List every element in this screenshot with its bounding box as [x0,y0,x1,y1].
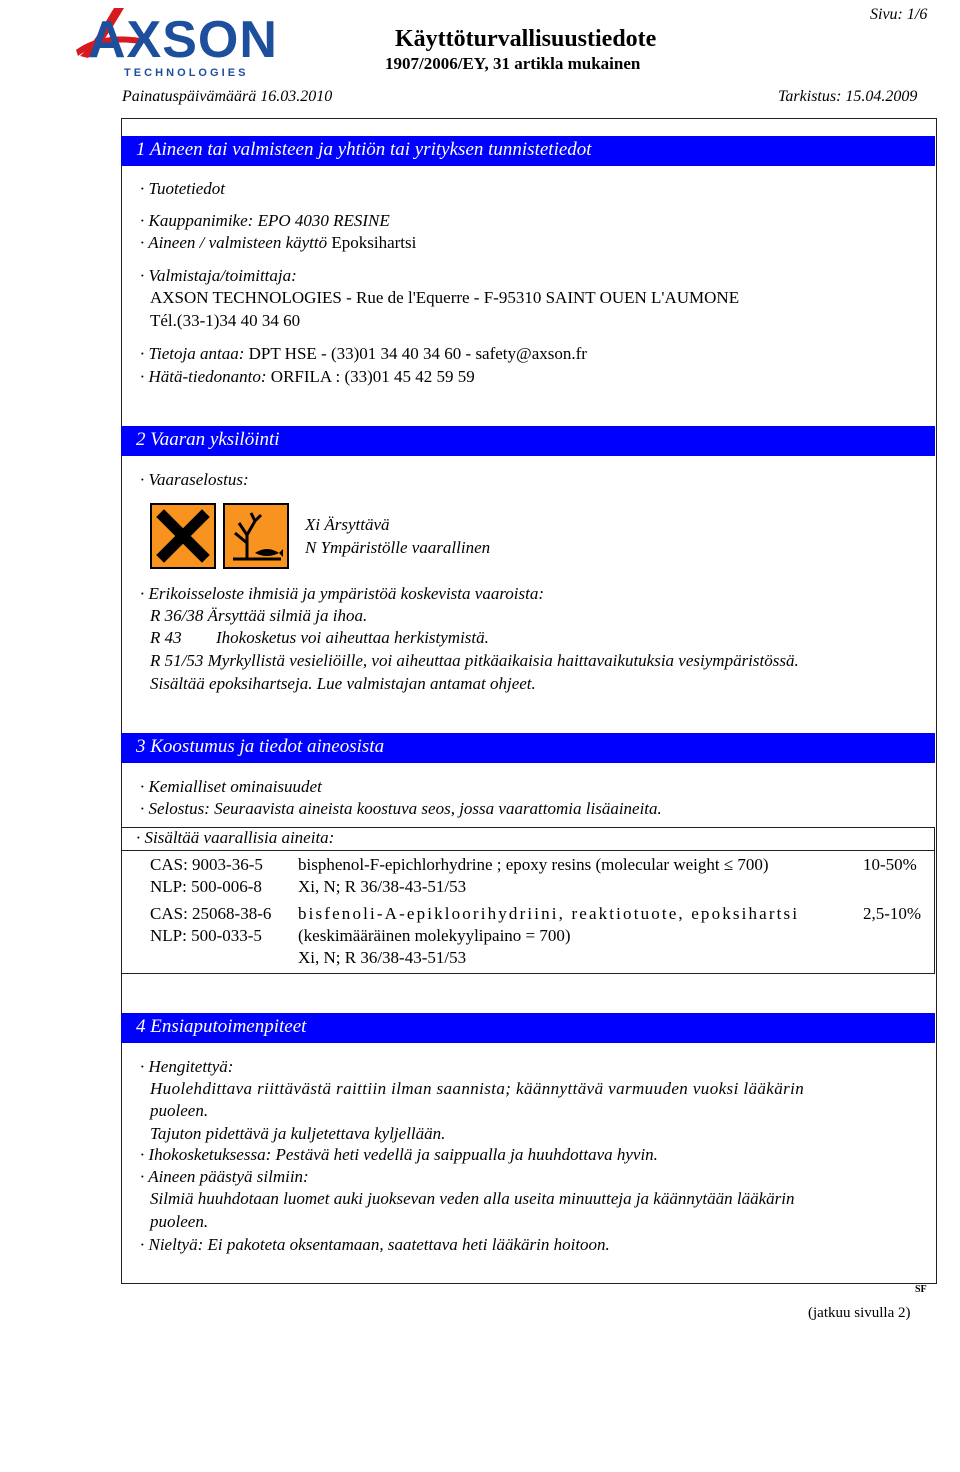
emergency-line [140,367,475,387]
language-code: SF [915,1284,927,1295]
skin-contact-label: · Ihokosketuksessa: [140,1145,272,1164]
continued-note: (jatkuu sivulla 2) [808,1305,911,1321]
cas-number: CAS: 25068-38-6 [150,904,272,923]
inhalation-text-2: puoleen. [150,1101,209,1120]
use-label: · Aineen / valmisteen käyttö [140,233,328,252]
irritant-xi-icon [150,503,216,569]
info-label: · Tietoja antaa: [140,344,245,363]
molecular-weight-note: (keskimääräinen molekyylipaino = 700) [298,926,571,945]
section-4-header [121,1013,935,1043]
document-title: Käyttöturvallisuustiedote [395,26,657,52]
product-info-label: · Tuotetiedot [140,179,225,198]
risk-phrase-2-text: Ihokosketus voi aiheuttaa herkistymistä. [216,628,489,647]
substance-name: bisfenoli-A-epikloorihydriini, reaktiotuote, epoksihartsi [298,904,800,923]
concentration: 2,5-10% [863,904,922,923]
section-2-header [121,426,935,456]
description-label: · Selostus: [140,799,210,818]
skin-contact-value: Pestävä heti vedellä ja saippualla ja huuhdottava hyvin. [275,1145,658,1164]
trade-name: · Kauppanimike: EPO 4030 RESINE [140,211,390,230]
section-2-title: 2 Vaaran yksilöinti [136,429,280,450]
description-line [140,799,662,819]
symbol-n-label: N Ympäristölle vaarallinen [305,538,491,557]
logo-subtext: T E C H N O L O G I E S [124,67,246,79]
use-value: Epoksihartsi [331,233,417,252]
manufacturer-address: AXSON TECHNOLOGIES - Rue de l'Equerre - F-95310 SAINT OUEN L'AUMONE [150,288,740,307]
risk-phrase-2-code: R 43 [150,628,182,647]
manufacturer-label: · Valmistaja/toimittaja: [140,266,297,285]
print-date: Painatuspäivämäärä 16.03.2010 [122,88,333,105]
concentration: 10-50% [863,855,917,874]
risk-phrase-1: R 36/38 Ärsyttää silmiä ja ihoa. [150,606,368,625]
section-3-header [121,733,935,763]
classification: Xi, N; R 36/38-43-51/53 [298,877,467,896]
eye-contact-label: · Aineen päästyä silmiin: [140,1167,309,1186]
classification: Xi, N; R 36/38-43-51/53 [298,948,467,967]
chemical-properties-label: · Kemialliset ominaisuudet [140,777,322,796]
use-line [140,233,416,253]
section-1-header [121,136,935,166]
eye-contact-text-1: Silmiä huuhdotaan luomet auki juoksevan veden alla useita minuutteja ja käännytään lääkärin [150,1189,795,1208]
environment-hazard-icon [223,503,289,569]
section-3-title: 3 Koostumus ja tiedot aineosista [136,736,385,757]
section-1-title: 1 Aineen tai valmisteen ja yhtiön tai yrityksen tunnistetiedot [136,139,592,160]
inhalation-label: · Hengitettyä: [140,1057,234,1076]
document-subtitle: 1907/2006/EY, 31 artikla mukainen [385,54,641,73]
inhalation-text-3: Tajuton pidettävä ja kuljetettava kyljellään. [150,1124,446,1143]
inhalation-text-1: Huolehdittava riittävästä raittiin ilman saannista; käännyttävä varmuuden vuoksi lääkärin [150,1079,805,1098]
company-logo [74,4,278,82]
revision-date: Tarkistus: 15.04.2009 [778,88,918,105]
substance-name: bisphenol-F-epichlorhydrine ; epoxy resins (molecular weight ≤ 700) [298,855,769,874]
swallowing-value: Ei pakoteta oksentamaan, saatettava heti lääkärin hoitoon. [207,1235,610,1254]
eye-contact-text-2: puoleen. [150,1212,209,1231]
section-4-title: 4 Ensiaputoimenpiteet [136,1016,307,1037]
swallowing-label: · Nieltyä: [140,1235,204,1254]
nlp-number: NLP: 500-033-5 [150,926,262,945]
hazard-note: Sisältää epoksihartseja. Lue valmistajan antamat ohjeet. [150,674,536,693]
info-contact: DPT HSE - (33)01 34 40 34 60 - safety@axson.fr [248,344,587,363]
emergency-contact: ORFILA : (33)01 45 42 59 59 [270,367,475,386]
emergency-label: · Hätä-tiedonanto: [140,367,267,386]
cas-number: CAS: 9003-36-5 [150,855,263,874]
hazardous-ingredients-table [121,827,935,974]
info-line [140,344,587,364]
contains-label: · Sisältää vaarallisia aineita: [136,828,335,847]
page-number: Sivu: 1/6 [870,6,928,23]
manufacturer-tel: Tél.(33-1)34 40 34 60 [150,311,301,330]
risk-phrase-2 [150,628,489,648]
nlp-number: NLP: 500-006-8 [150,877,262,896]
risk-phrase-3: R 51/53 Myrkyllistä vesieliöille, voi aiheuttaa pitkäaikaisia haittavaikutuksia vesiympäristössä. [150,651,799,670]
skin-contact-line [140,1145,658,1165]
logo-wordmark: AXSON [88,11,278,69]
description-value: Seuraavista aineista koostuva seos, jossa vaarattomia lisäaineita. [214,799,662,818]
hazard-label: · Vaaraselostus: [140,470,249,489]
special-hazards-label: · Erikoisseloste ihmisiä ja ympäristöä koskevista vaaroista: [140,584,545,603]
symbol-xi-label: Xi Ärsyttävä [305,515,390,534]
swallowing-line [140,1235,610,1255]
